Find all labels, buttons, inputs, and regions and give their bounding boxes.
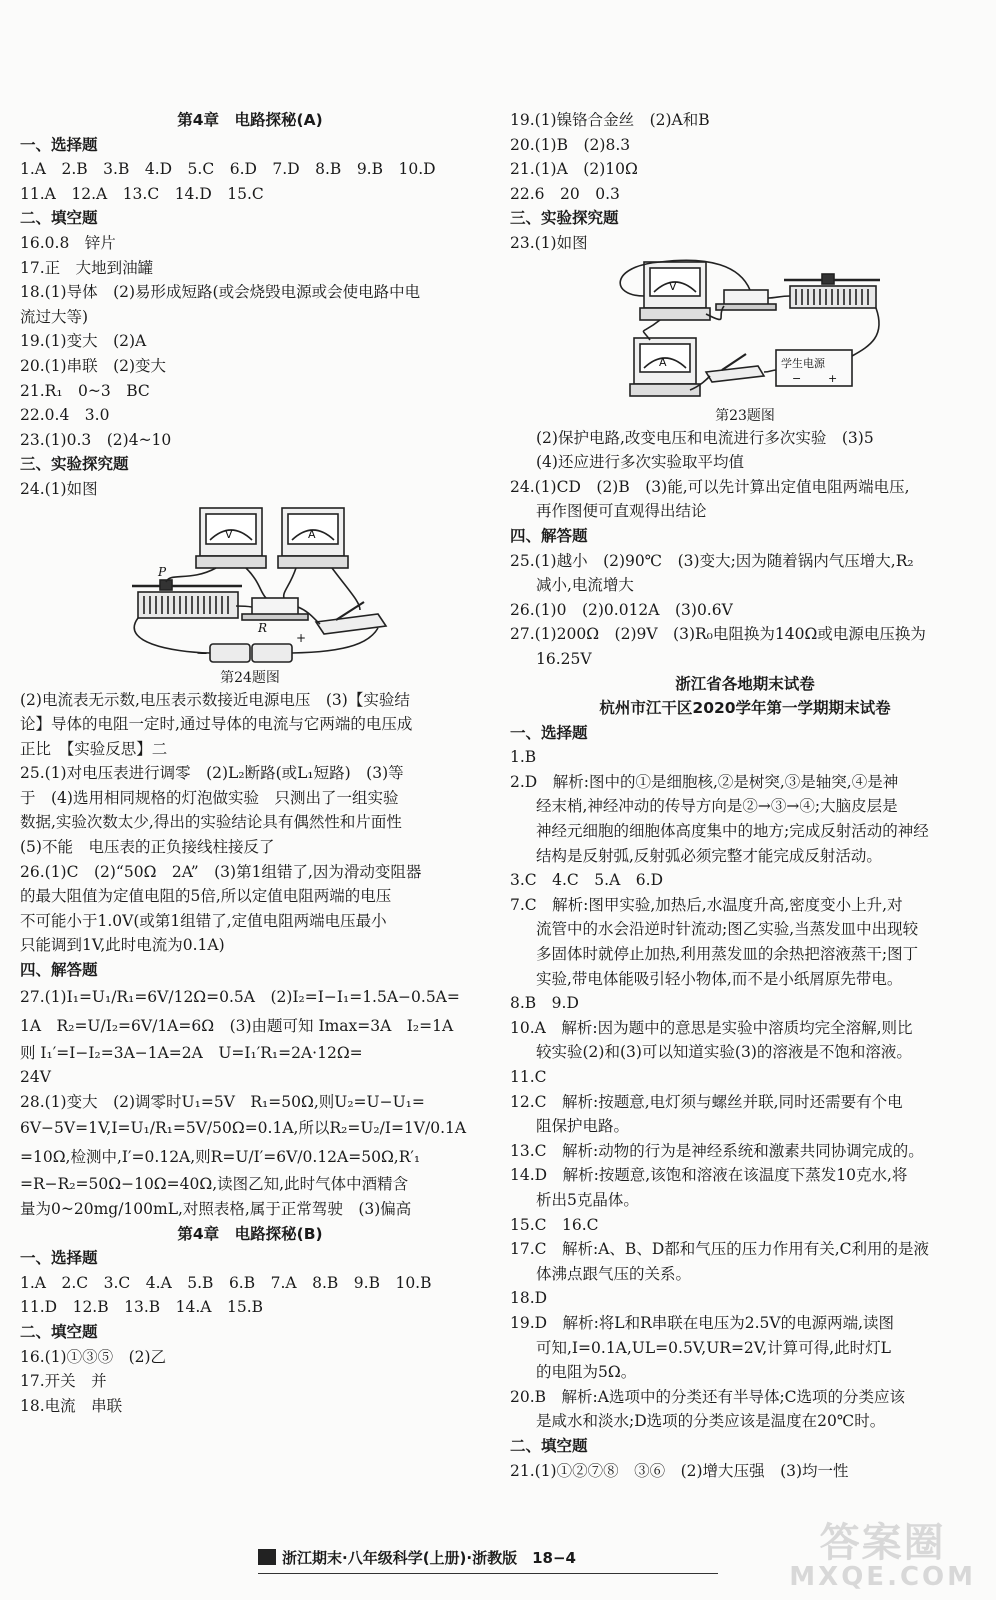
answer-line: 18.D xyxy=(510,1289,548,1308)
answer-line: 量为0~20mg/100mL,对照表格,属于正常驾驶 (3)偏高 xyxy=(20,1200,412,1218)
fig24-label-p: P xyxy=(158,564,167,579)
chapter-title-a: 第4章 电路探秘(A) xyxy=(177,111,323,129)
answer-line: 实验,带电体能吸引轻小物体,而不是小纸屑原先带电。 xyxy=(536,969,903,988)
answer-line: (2)电流表无示数,电压表示数接近电源电压 (3)【实验结 xyxy=(20,690,410,709)
circuit-diagram-24 xyxy=(20,502,480,668)
watermark xyxy=(789,1522,976,1590)
answer-line: (5)不能 电压表的正负接线柱接反了 xyxy=(20,838,275,857)
answer-line: 析出5克晶体。 xyxy=(536,1190,639,1209)
section-heading: 二、填空题 xyxy=(510,1436,588,1455)
answer-line: 17.C 解析:A、B、D都和气压的压力作用有关,C利用的是液 xyxy=(510,1240,930,1259)
answer-line: 体沸点跟气压的关系。 xyxy=(536,1264,692,1283)
answer-line: =R−R₂=50Ω−10Ω=40Ω,读图乙知,此时气体中酒精含 xyxy=(20,1175,409,1194)
fig24-label-a: A xyxy=(308,527,316,541)
section-heading: 三、实验探究题 xyxy=(510,209,619,228)
answer-line: 23.(1)0.3 (2)4~10 xyxy=(20,430,172,449)
answer-line: 1.A 2.C 3.C 4.A 5.B 6.B 7.A 8.B 9.B 10.B xyxy=(20,1273,432,1292)
section-heading: 二、填空题 xyxy=(20,1322,98,1341)
answer-line: 流过大等) xyxy=(20,307,89,326)
answer-line: 19.D 解析:将L和R串联在电压为2.5V的电源两端,读图 xyxy=(510,1313,895,1332)
answer-line: 28.(1)变大 (2)调零时U₁=5V R₁=50Ω,则U₂=U−U₁= xyxy=(20,1092,425,1111)
answer-line: 8.B 9.D xyxy=(510,994,579,1013)
answer-line: 25.(1)对电压表进行调零 (2)L₂断路(或L₁短路) (3)等 xyxy=(20,764,404,783)
answer-line: 只能调到1V,此时电流为0.1A) xyxy=(20,936,225,955)
answer-line: 23.(1)如图 xyxy=(510,233,588,252)
answer-line: 18.(1)导体 (2)易形成短路(或会烧毁电源或会使电路中电 xyxy=(20,283,421,302)
section-heading: 三、实验探究题 xyxy=(20,455,129,474)
answer-line: 神经元细胞的细胞体高度集中的地方;完成反射活动的神经 xyxy=(536,822,929,841)
answer-line: 17.开关 并 xyxy=(20,1372,107,1391)
answer-line: (4)还应进行多次实验取平均值 xyxy=(536,453,744,472)
answer-line: 22.0.4 3.0 xyxy=(20,406,110,425)
answer-line: 21.(1)A (2)10Ω xyxy=(510,160,638,179)
circuit-diagram-23 xyxy=(510,256,980,406)
section-heading: 一、选择题 xyxy=(20,135,98,154)
answer-line: 17.正 大地到油罐 xyxy=(20,258,154,277)
answer-line: 20.(1)B (2)8.3 xyxy=(510,135,631,154)
exam-title: 浙江省各地期末试卷 xyxy=(675,674,815,693)
answer-line: 1A R₂=U/I₂=6V/1A=6Ω (3)由题可知 Imax=3A I₂=1A xyxy=(20,1016,454,1035)
answer-line: 10.A 解析:因为题中的意思是实验中溶质均完全溶解,则比 xyxy=(510,1018,913,1037)
answer-line: 结构是反射弧,反射弧必须完整才能完成反射活动。 xyxy=(536,846,882,865)
answer-line: 多固体时就停止加热,利用蒸发皿的余热把溶液蒸干;图丁 xyxy=(536,945,919,964)
answer-line: 19.(1)镍铬合金丝 (2)A和B xyxy=(510,111,710,129)
answer-line: 21.(1)①②⑦⑧ ③⑥ (2)增大压强 (3)均一性 xyxy=(510,1461,849,1480)
answer-line: 27.(1)I₁=U₁/R₁=6V/12Ω=0.5A (2)I₂=I−I₁=1.5A−0.5A= xyxy=(20,987,460,1006)
answer-line: 的电阻为5Ω。 xyxy=(536,1363,637,1382)
answer-line: 经末梢,神经冲动的传导方向是②→③→④;大脑皮层是 xyxy=(536,797,898,816)
answer-line: 24.(1)如图 xyxy=(20,479,98,498)
answer-line: 16.25V xyxy=(536,649,592,668)
answer-line: 数据,实验次数太少,得出的实验结论具有偶然性和片面性 xyxy=(20,813,402,832)
answer-line: 13.C 解析:动物的行为是神经系统和激素共同协调完成的。 xyxy=(510,1141,924,1160)
section-heading: 一、选择题 xyxy=(510,723,588,742)
exam-subtitle: 杭州市江干区2020学年第一学期期末试卷 xyxy=(599,699,891,718)
watermark-logo-text: 答案圈 xyxy=(819,1520,946,1566)
answer-line: 于 (4)选用相同规格的灯泡做实验 只测出了一组实验 xyxy=(20,788,399,807)
right-column xyxy=(510,108,980,1483)
figure-24-caption: 第24题图 xyxy=(220,669,280,686)
answer-line: 3.C 4.C 5.A 6.D xyxy=(510,871,663,890)
fig24-label-v: V xyxy=(225,527,233,541)
answer-line: 12.C 解析:按题意,电灯须与螺丝并联,同时还需要有个电 xyxy=(510,1092,903,1111)
answer-line: 正比 【实验反思】二 xyxy=(20,739,168,758)
chapter-title-b: 第4章 电路探秘(B) xyxy=(177,1224,323,1243)
fig24-label-plus: + xyxy=(296,630,307,645)
answer-line: 流管中的水会沿逆时针流动;图乙实验,当蒸发皿中出现较 xyxy=(536,920,919,939)
answer-line: 阻保护电路。 xyxy=(536,1117,630,1136)
answer-line: 25.(1)越小 (2)90℃ (3)变大;因为随着锅内气压增大,R₂ xyxy=(510,551,914,570)
section-heading: 四、解答题 xyxy=(20,961,98,980)
answer-line: 可知,I=0.1A,UL=0.5V,UR=2V,计算可得,此时灯L xyxy=(536,1338,891,1357)
answer-line: 26.(1)0 (2)0.012A (3)0.6V xyxy=(510,600,733,619)
answer-line: 1.A 2.B 3.B 4.D 5.C 6.D 7.D 8.B 9.B 10.D xyxy=(20,160,436,179)
answer-line: 27.(1)200Ω (2)9V (3)R₀电阻换为140Ω或电源电压换为 xyxy=(510,625,926,644)
answer-line: 20.(1)串联 (2)变大 xyxy=(20,356,167,375)
answer-line: 14.D 解析:按题意,该饱和溶液在该温度下蒸发10克水,将 xyxy=(510,1166,908,1185)
figure-23-caption: 第23题图 xyxy=(715,407,775,424)
answer-line: 再作图便可直观得出结论 xyxy=(536,502,707,521)
answer-line: 1.B xyxy=(510,748,537,767)
answer-line: 21.R₁ 0~3 BC xyxy=(20,381,150,400)
answer-line: 11.D 12.B 13.B 14.A 15.B xyxy=(20,1298,264,1317)
answer-line: 不可能小于1.0V(或第1组错了,定值电阻两端电压最小 xyxy=(20,911,387,930)
answer-line: (2)保护电路,改变电压和电流进行多次实验 (3)5 xyxy=(536,428,874,447)
section-heading: 二、填空题 xyxy=(20,209,98,228)
answer-line: 2.D 解析:图中的①是细胞核,②是树突,③是轴突,④是神 xyxy=(510,772,899,791)
answer-line: 6V−5V=1V,I=U₁/R₁=5V/50Ω=0.1A,所以R₂=U₂/I=1V/0.1A xyxy=(20,1119,467,1138)
fig23-power-label: 学生电源 xyxy=(781,356,825,370)
answer-line: 22.6 20 0.3 xyxy=(510,184,620,203)
fig23-label-minus: − xyxy=(792,371,802,385)
watermark-url: MXQE.COM xyxy=(789,1562,976,1592)
section-heading: 一、选择题 xyxy=(20,1249,98,1268)
answer-line: 26.(1)C (2)“50Ω 2A” (3)第1组错了,因为滑动变阻器 xyxy=(20,862,422,881)
left-column xyxy=(20,108,480,1418)
answer-line: 论】导体的电阻一定时,通过导体的电流与它两端的电压成 xyxy=(20,715,413,734)
figure-23 xyxy=(510,256,980,406)
answer-line: 11.C xyxy=(510,1068,547,1086)
section-heading: 四、解答题 xyxy=(510,526,588,545)
answer-line: 7.C 解析:图甲实验,加热后,水温度升高,密度变小上升,对 xyxy=(510,895,903,914)
answer-line: 的最大阻值为定值电阻的5倍,所以定值电阻两端的电压 xyxy=(20,887,392,906)
fig23-label-a: A xyxy=(659,355,667,369)
answer-line: 19.(1)变大 (2)A xyxy=(20,332,147,351)
answer-line: 16.0.8 锌片 xyxy=(20,233,116,252)
answer-line: 24V xyxy=(20,1068,51,1087)
answer-line: 是咸水和淡水;D选项的分类应该是温度在20℃时。 xyxy=(536,1412,886,1431)
answer-line: 16.(1)①③⑤ (2)乙 xyxy=(20,1347,167,1366)
answer-line: =10Ω,检测中,I′=0.12A,则R=U/I′=6V/0.12A=50Ω,R′₁ xyxy=(20,1148,421,1167)
answer-line: 20.B 解析:A选项中的分类还有半导体;C选项的分类应该 xyxy=(510,1387,906,1406)
answer-line: 则 I₁′=I−I₂=3A−1A=2A U=I₁′R₁=2A·12Ω= xyxy=(20,1043,363,1062)
figure-24 xyxy=(20,502,480,668)
answer-line: 18.电流 串联 xyxy=(20,1396,123,1415)
answer-line: 24.(1)CD (2)B (3)能,可以先计算出定值电阻两端电压, xyxy=(510,477,910,496)
answer-line: 较实验(2)和(3)可以知道实验(3)的溶液是不饱和溶液。 xyxy=(536,1043,912,1062)
answer-line: 11.A 12.A 13.C 14.D 15.C xyxy=(20,184,264,203)
fig24-label-r: R xyxy=(258,620,268,635)
answer-line: 减小,电流增大 xyxy=(536,576,634,595)
page-footer xyxy=(258,1547,718,1574)
footer-text: 浙江期末·八年级科学(上册)·浙教版 18−4 xyxy=(282,1549,576,1567)
fig23-label-v: V xyxy=(669,279,677,293)
answer-line: 15.C 16.C xyxy=(510,1215,599,1234)
fig23-label-plus: + xyxy=(828,371,838,385)
fig24-label-minus: － xyxy=(196,646,209,661)
footer-mark-icon xyxy=(258,1549,276,1565)
